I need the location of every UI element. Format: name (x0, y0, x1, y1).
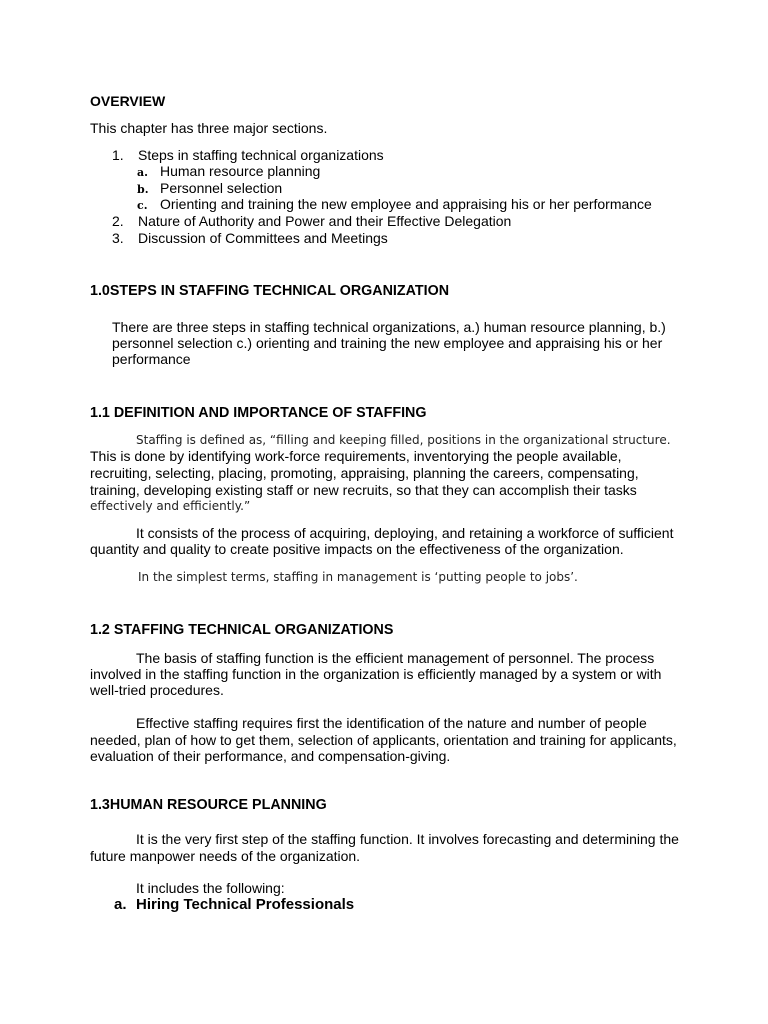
paragraph-line: performance (112, 351, 191, 367)
paragraph-line: It consists of the process of acquiring, deploying, and retaining a workforce of sufficient (136, 525, 674, 541)
overview-heading: OVERVIEW (90, 93, 166, 109)
section-heading: 1.1 DEFINITION AND IMPORTANCE OF STAFFING (90, 405, 427, 421)
list-number: 2. (112, 213, 124, 229)
sublist-letter: a. (114, 896, 127, 913)
section-title: HUMAN RESOURCE PLANNING (109, 797, 327, 813)
section-number: 1.0 (90, 283, 110, 299)
sublist-item (137, 163, 320, 181)
paragraph-line: effectively and efficiently.” (90, 499, 251, 513)
section-title: STEPS IN STAFFING TECHNICAL ORGANIZATION (109, 283, 450, 299)
list-item (112, 147, 384, 163)
paragraph-line: future manpower needs of the organization. (90, 848, 361, 864)
sublist-item (114, 897, 354, 913)
sublist-text: Hiring Technical Professionals (136, 896, 355, 913)
paragraph-line: training, developing existing staff or new recruits, so that they can accomplish their tasks (90, 482, 637, 498)
paragraph-line: It includes the following: (136, 880, 285, 896)
sublist-text: Human resource planning (160, 163, 321, 179)
paragraph-line: recruiting, selecting, placing, promoting, appraising, planning the careers, compensating, (90, 465, 639, 481)
sublist-text: Personnel selection (160, 180, 283, 196)
paragraph-line: There are three steps in staffing technical organizations, a.) human resource planning, b.) (112, 319, 666, 335)
paragraph-line: In the simplest terms, staffing in management is ‘putting people to jobs’. (138, 570, 578, 584)
list-text: Steps in staffing technical organizations (138, 147, 384, 163)
section-heading: 1.2 STAFFING TECHNICAL ORGANIZATIONS (90, 622, 394, 638)
sublist-text: Orienting and training the new employee and appraising his or her performance (160, 196, 652, 212)
sublist-letter: c. (137, 199, 148, 212)
paragraph-line: Effective staffing requires first the identification of the nature and number of people (136, 715, 647, 731)
sublist-letter: a. (137, 166, 148, 179)
paragraph-line: This is done by identifying work-force requirements, inventorying the people available, (90, 448, 622, 464)
section-heading (90, 797, 327, 813)
paragraph-line: involved in the staffing function in the organization is efficiently managed by a system or with (90, 666, 662, 682)
paragraph-line: well-tried procedures. (90, 682, 224, 698)
section-heading (90, 283, 449, 299)
overview-intro: This chapter has three major sections. (90, 120, 328, 136)
list-text: Nature of Authority and Power and their Effective Delegation (138, 213, 512, 229)
list-number: 1. (112, 147, 124, 163)
list-item (112, 230, 388, 246)
paragraph-line: personnel selection c.) orienting and training the new employee and appraising his or her (112, 335, 663, 351)
paragraph-line: quantity and quality to create positive impacts on the effectiveness of the organization. (90, 541, 624, 557)
list-text: Discussion of Committees and Meetings (138, 230, 388, 246)
sublist-letter: b. (137, 183, 149, 196)
paragraph-line: evaluation of their performance, and compensation-giving. (90, 748, 451, 764)
paragraph-line: It is the very first step of the staffing function. It involves forecasting and determining the (136, 831, 679, 847)
sublist-item (137, 196, 652, 214)
list-number: 3. (112, 230, 124, 246)
paragraph-line: Staffing is defined as, “filling and keeping filled, positions in the organizational structure. (136, 433, 671, 447)
paragraph-line: needed, plan of how to get them, selection of applicants, orientation and training for applicants, (90, 732, 677, 748)
paragraph-line: The basis of staffing function is the efficient management of personnel. The process (136, 650, 655, 666)
section-number: 1.3 (90, 797, 110, 813)
list-item (112, 213, 511, 229)
